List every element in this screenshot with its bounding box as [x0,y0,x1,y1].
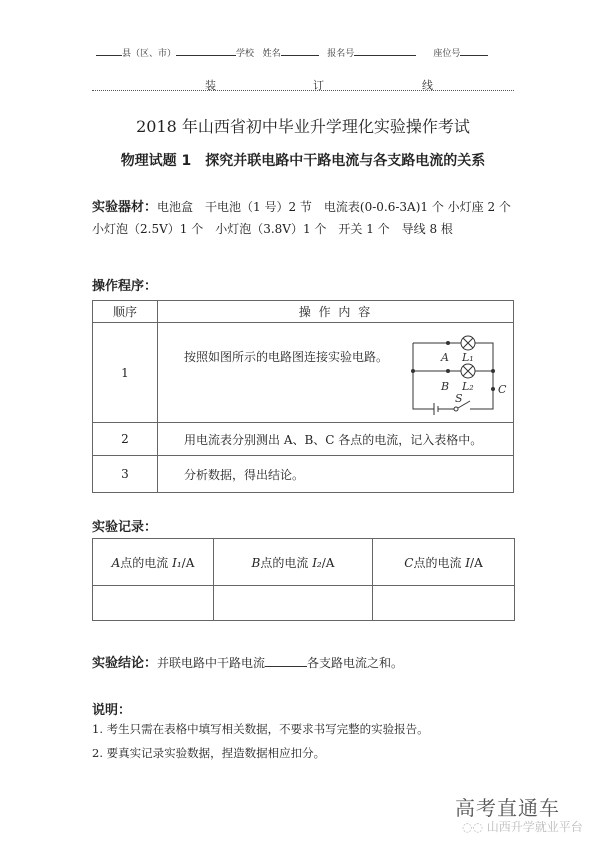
lamp-l2-label: L₂ [462,380,474,393]
name-label: 姓名 [262,49,281,59]
switch-label: S [455,392,463,405]
notes-label: 说明： [92,703,132,718]
lamp-l1-label: L₁ [462,351,474,364]
note-item: 2. 要真实记录实验数据，捏造数据相应扣分。 [92,746,326,760]
table-header: A点的电流 I₁/A [93,539,214,586]
data-cell-a[interactable] [93,586,214,621]
table-row [93,423,514,456]
materials-line: 小灯泡（2.5V）1 个 小灯泡（3.8V）1 个 开关 1 个 导线 8 根 [92,222,453,236]
data-cell-b[interactable] [214,586,373,621]
binding-char: 线 [422,79,433,92]
point-a-label: A [441,351,449,364]
page-subtitle: 物理试题 1 探究并联电路中干路电流与各支路电流的关系 [120,153,486,169]
reg-no-label: 报名号 [327,49,355,59]
wechat-icon: ◌◌ [462,820,487,834]
page-title: 2018 年山西省初中毕业升学理化实验操作考试 [136,117,470,136]
record-label: 实验记录： [92,520,158,535]
procedure-table [92,300,514,493]
table-row [93,323,514,423]
binding-char: 装 [205,79,216,92]
conclusion-text: 并联电路中干路电流 [157,656,266,670]
table-header: 顺序 [93,301,158,323]
conclusion-text: 各支路电流之和。 [307,656,404,670]
step-text: 按照如图所示的电路图连接实验电路。 [184,350,389,364]
table-row [93,456,514,493]
step-number: 3 [93,456,158,493]
table-header: C点的电流 I/A [373,539,515,586]
conclusion-blank[interactable] [265,657,307,667]
materials-label: 实验器材： [92,200,158,215]
binding-dotted-line [92,90,514,91]
watermark-title: 高考直通车 [455,796,560,820]
county-label: 县（区、市） [122,49,177,59]
data-cell-c[interactable] [373,586,515,621]
materials-line: 电池盒 干电池（1 号）2 节 电流表(0-0.6-3A)1 个 小灯座 2 个 [157,200,511,214]
step-number: 2 [93,423,158,456]
point-b-label: B [441,380,450,393]
circuit-diagram [408,329,508,417]
step-text: 用电流表分别测出 A、B、C 各点的电流，记入表格中。 [158,423,514,456]
table-header: 操 作 内 容 [158,301,514,323]
note-item: 1. 考生只需在表格中填写相关数据，不要求书写完整的实验报告。 [92,722,429,736]
record-table [92,538,515,621]
candidate-info-line [96,46,488,59]
table-row [93,586,515,621]
school-label: 学校 [236,49,255,59]
conclusion-label: 实验结论： [92,656,158,671]
seat-no-label: 座位号 [433,49,461,59]
watermark-source: ◌◌ 山西升学就业平台 [462,820,583,834]
step-text: 分析数据，得出结论。 [158,456,514,493]
point-c-label: C [498,383,507,396]
procedure-label: 操作程序： [92,279,158,294]
binding-char: 订 [313,79,324,92]
step-number: 1 [93,323,158,423]
table-header: B点的电流 I₂/A [214,539,373,586]
